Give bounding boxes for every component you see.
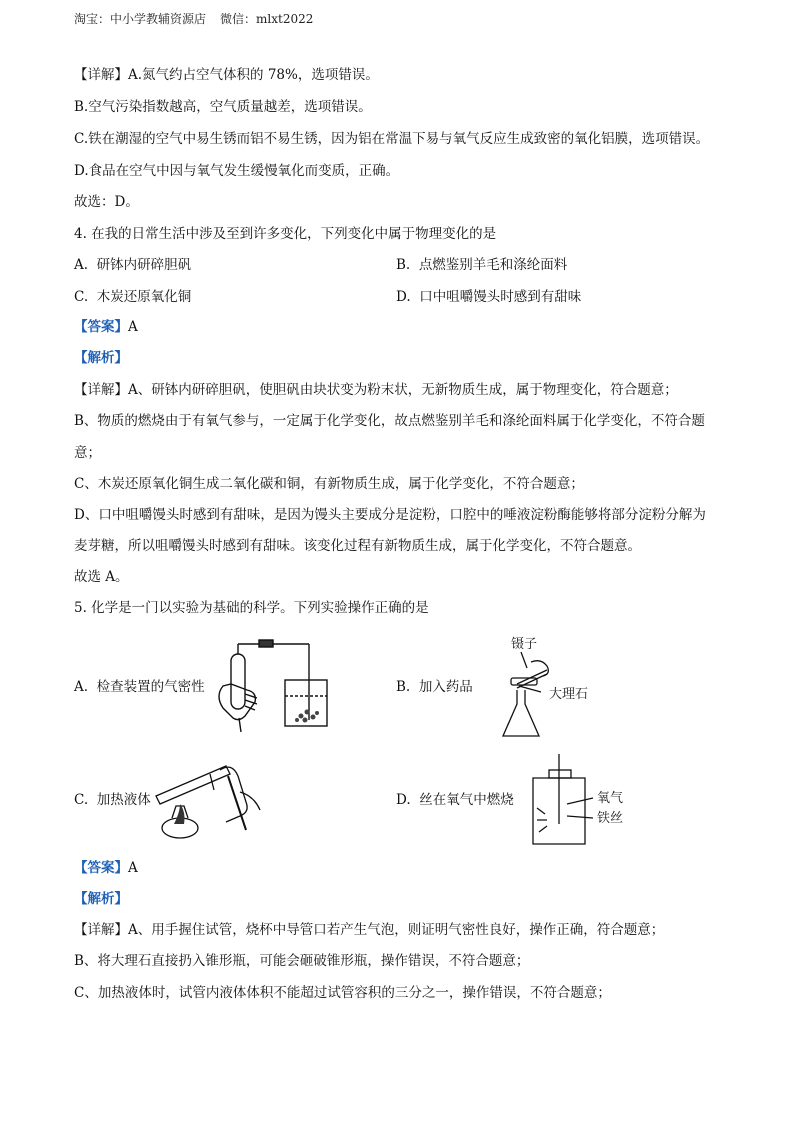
- option-letter: D.: [396, 792, 411, 808]
- option-letter: B.: [396, 679, 411, 695]
- figure-heating-liquid: [150, 756, 270, 846]
- label-oxygen: 氧气: [597, 791, 624, 806]
- q4-option-d: [396, 287, 581, 307]
- option-text: 检查装置的气密性: [96, 679, 205, 695]
- q4-choose: 故选 A。: [74, 569, 129, 585]
- page-header: [74, 10, 327, 27]
- option-text: 丝在氧气中燃烧: [419, 792, 514, 808]
- option-text: 加入药品: [418, 679, 473, 695]
- figure-airtightness-check: [205, 638, 335, 733]
- answer-value: A: [128, 319, 138, 335]
- q4-detail-c: C、木炭还原氧化铜生成二氧化碳和铜，有新物质生成，属于化学变化，不符合题意；: [74, 476, 584, 492]
- q5-answer: [74, 858, 138, 878]
- prev-detail-a: 【详解】A.氮气约占空气体积的 78%，选项错误。: [74, 67, 379, 83]
- label-tweezers: 镊子: [511, 637, 538, 652]
- gas-jar-diagram: [525, 750, 640, 850]
- prev-detail-b: B.空气污染指数越高，空气质量越差，选项错误。: [74, 99, 372, 115]
- figure-burning-in-oxygen: [525, 750, 640, 850]
- q5-option-a: [74, 677, 205, 697]
- q5-option-b: [396, 677, 473, 697]
- q4-stem: 4. 在我的日常生活中涉及至到许多变化，下列变化中属于物理变化的是: [74, 226, 497, 242]
- q4-option-a: [74, 255, 191, 275]
- q5-detail-c: C、加热液体时，试管内液体体积不能超过试管容积的三分之一，操作错误，不符合题意；: [74, 985, 611, 1001]
- q5-detail-b: B、将大理石直接扔入锥形瓶，可能会砸破锥形瓶，操作错误，不符合题意；: [74, 953, 530, 969]
- prev-detail-d: D.食品在空气中因与氧气发生缓慢氧化而变质，正确。: [74, 163, 400, 179]
- option-text: 研钵内研碎胆矾: [96, 257, 192, 273]
- test-tube-beaker-diagram: [205, 638, 335, 733]
- option-text: 木炭还原氧化铜: [96, 289, 192, 305]
- q5-option-c: [74, 790, 151, 810]
- q4-detail-a: 【详解】A、研钵内研碎胆矾，使胆矾由块状变为粉末状，无新物质生成，属于物理变化，符合题意；: [74, 382, 678, 398]
- q4-option-b: [396, 255, 567, 275]
- option-letter: D.: [396, 289, 411, 305]
- test-tube-holder-diagram: [150, 756, 270, 846]
- option-letter: B.: [396, 257, 411, 273]
- q5-detail-a: 【详解】A、用手握住试管，烧杯中导管口若产生气泡，则证明气密性良好，操作正确，符合题意；: [74, 922, 665, 938]
- q4-option-c: [74, 287, 191, 307]
- flask-tweezers-diagram: [495, 632, 615, 744]
- q4-analysis-tag: 【解析】: [74, 350, 128, 366]
- q4-answer: [74, 317, 138, 337]
- option-letter: C.: [74, 289, 89, 305]
- shop-name: 淘宝：中小学教辅资源店: [74, 12, 207, 26]
- prev-choose: 故选：D。: [74, 194, 139, 210]
- option-letter: A.: [74, 257, 89, 273]
- option-text: 口中咀嚼馒头时感到有甜味: [419, 289, 582, 305]
- wechat-id: 微信：mlxt2022: [220, 12, 314, 26]
- q5-stem: 5. 化学是一门以实验为基础的科学。下列实验操作正确的是: [74, 600, 429, 616]
- q4-detail-d1: D、口中咀嚼馒头时感到有甜味，是因为馒头主要成分是淀粉，口腔中的唾液淀粉酶能够将部分淀粉分解为: [74, 507, 706, 523]
- figure-adding-reagent: [495, 632, 615, 744]
- answer-value: A: [128, 860, 138, 876]
- q4-detail-b2: 意；: [74, 445, 101, 461]
- option-text: 点燃鉴别羊毛和涤纶面料: [418, 257, 568, 273]
- label-marble: 大理石: [549, 687, 589, 702]
- answer-tag: 【答案】: [74, 860, 128, 876]
- q4-detail-b1: B、物质的燃烧由于有氧气参与，一定属于化学变化，故点燃鉴别羊毛和涤纶面料属于化学变化，不符合题: [74, 413, 705, 429]
- option-letter: A.: [74, 679, 89, 695]
- q5-analysis-tag: 【解析】: [74, 891, 128, 907]
- option-text: 加热液体: [96, 792, 151, 808]
- prev-detail-c: C.铁在潮湿的空气中易生锈而铝不易生锈，因为铝在常温下易与氧气反应生成致密的氧化铝膜，选项错误。: [74, 131, 710, 147]
- answer-tag: 【答案】: [74, 319, 128, 335]
- q5-option-d: [396, 790, 514, 810]
- label-iron-wire: 铁丝: [597, 811, 624, 826]
- q4-detail-d2: 麦芽糖，所以咀嚼馒头时感到有甜味。该变化过程有新物质生成，属于化学变化，不符合题意。: [74, 538, 641, 554]
- option-letter: C.: [74, 792, 89, 808]
